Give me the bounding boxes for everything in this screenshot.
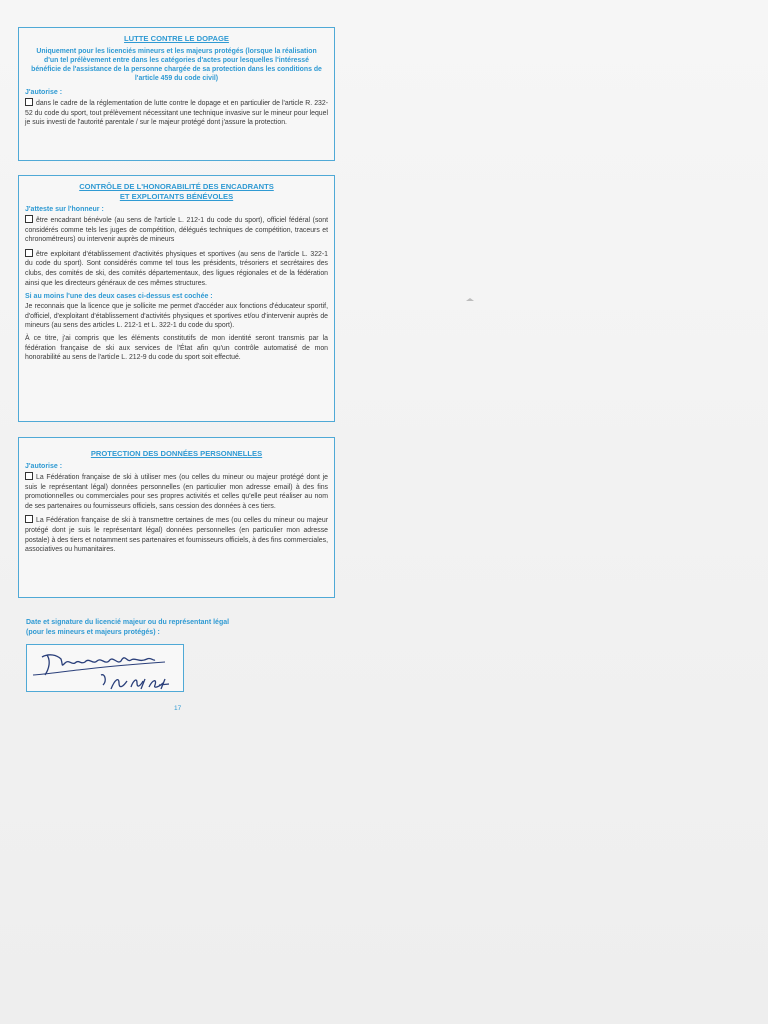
signature-label xyxy=(26,618,326,638)
honor-check-row-2 xyxy=(25,249,328,288)
checkbox-empty-icon[interactable] xyxy=(25,249,33,257)
rgpd-lead: J'autorise : xyxy=(25,463,63,470)
honor-check-row-1 xyxy=(25,215,328,245)
honor-para1: Je reconnais que la licence que je sollicite me permet d'accéder aux fonctions d'éducateur sportif, d'officiel, d'exploitant d'établissement d'activités physiques et sportives et/ou d'intervenir auprès de mineurs (au sens des articles L. 212-1 et L. 322-1 du code du sport). xyxy=(25,303,328,330)
honor-para2: À ce titre, j'ai compris que les éléments constitutifs de mon identité seront transmis par la fédération française de ski aux services de l'État afin qu'un contrôle automatisé de mon honorabilité au sens de l'article L. 212-9 du code du sport soit effectué. xyxy=(25,334,328,362)
rgpd-check-row-2 xyxy=(25,515,328,554)
checkbox-empty-icon[interactable] xyxy=(25,515,33,523)
page-number: 17 xyxy=(174,705,182,712)
honor-check1-text: être encadrant bénévole (au sens de l'article L. 212-1 du code du sport), officiel fédéral (sont considérés comme tels les juges de compétition, délégués techniques de compétition, traceurs et chronométreurs) ou intervenir auprès de mineurs xyxy=(25,217,328,244)
doping-section xyxy=(18,27,335,161)
doping-check-row xyxy=(25,98,328,128)
checkbox-empty-icon[interactable] xyxy=(25,472,33,480)
doping-title: LUTTE CONTRE LE DOPAGE xyxy=(124,34,229,43)
honor-check2-text: être exploitant d'établissement d'activités physiques et sportives (au sens de l'article L. 322-1 du code du sport). Sont considérés comme tel tous les présidents, trésoriers et secrétaires des clubs, des comités de ski, des comités départementaux, des ligues régionales et de la fédération ainsi que les directeurs généraux de ces mêmes structures. xyxy=(25,250,328,287)
scan-artifact xyxy=(466,298,474,301)
doping-lead: J'autorise : xyxy=(25,89,63,96)
rgpd-check-row-1 xyxy=(25,472,328,511)
handwritten-signature-icon xyxy=(27,645,185,693)
honor-lead2: Si au moins l'une des deux cases ci-dessus est cochée : xyxy=(25,293,213,301)
honor-title-line2: ET EXPLOITANTS BÉNÉVOLES xyxy=(119,192,234,201)
signature-label-line2: (pour les mineurs et majeurs protégés) : xyxy=(26,629,160,636)
honor-lead: J'atteste sur l'honneur : xyxy=(25,206,104,213)
doping-intro: Uniquement pour les licenciés mineurs et les majeurs protégés (lorsque la réalisation d'un tel prélèvement entre dans les catégories d'actes pour lesquelles l'intéressé bénéficie de l'assistance de la personne chargée de sa protection dans les conditions de l'article 459 du code civil) xyxy=(31,48,322,82)
honor-title-line1: CONTRÔLE DE L'HONORABILITÉ DES ENCADRANTS xyxy=(79,182,274,191)
rgpd-check2-text: La Fédération française de ski à transmettre certaines de mes (ou celles du mineur ou majeur protégé dont je suis le représentant légal) données personnelles (en particulier mon adresse postale) à des tiers et notamment ses partenaires et fournisseurs officiels, à des fins commerciales, associatives ou humanitaires. xyxy=(25,517,328,554)
honorability-section xyxy=(18,175,335,422)
rgpd-title: PROTECTION DES DONNÉES PERSONNELLES xyxy=(90,449,263,458)
data-protection-section xyxy=(18,437,335,598)
signature-label-line1: Date et signature du licencié majeur ou du représentant légal xyxy=(26,619,230,626)
checkbox-empty-icon[interactable] xyxy=(25,98,33,106)
signature-box[interactable] xyxy=(26,644,184,692)
doping-check-text: dans le cadre de la réglementation de lutte contre le dopage et en particulier de l'article R. 232-52 du code du sport, tout prélèvement nécessitant une technique invasive sur le mineur pour lequel je suis investi de l'autorité parentale / sur le majeur protégé dont j'assure la protection. xyxy=(25,100,328,127)
rgpd-check1-text: La Fédération française de ski à utiliser mes (ou celles du mineur ou majeur protégé dont je suis le représentant légal) données personnelles (en particulier mon adresse email) à des fins promotionnelles ou commerciales pour ses propres activités et celles qu'elle peut réaliser au nom de ses partenaires ou fournisseurs officiels, sans cession des données à ces tiers. xyxy=(25,474,328,510)
checkbox-empty-icon[interactable] xyxy=(25,215,33,223)
